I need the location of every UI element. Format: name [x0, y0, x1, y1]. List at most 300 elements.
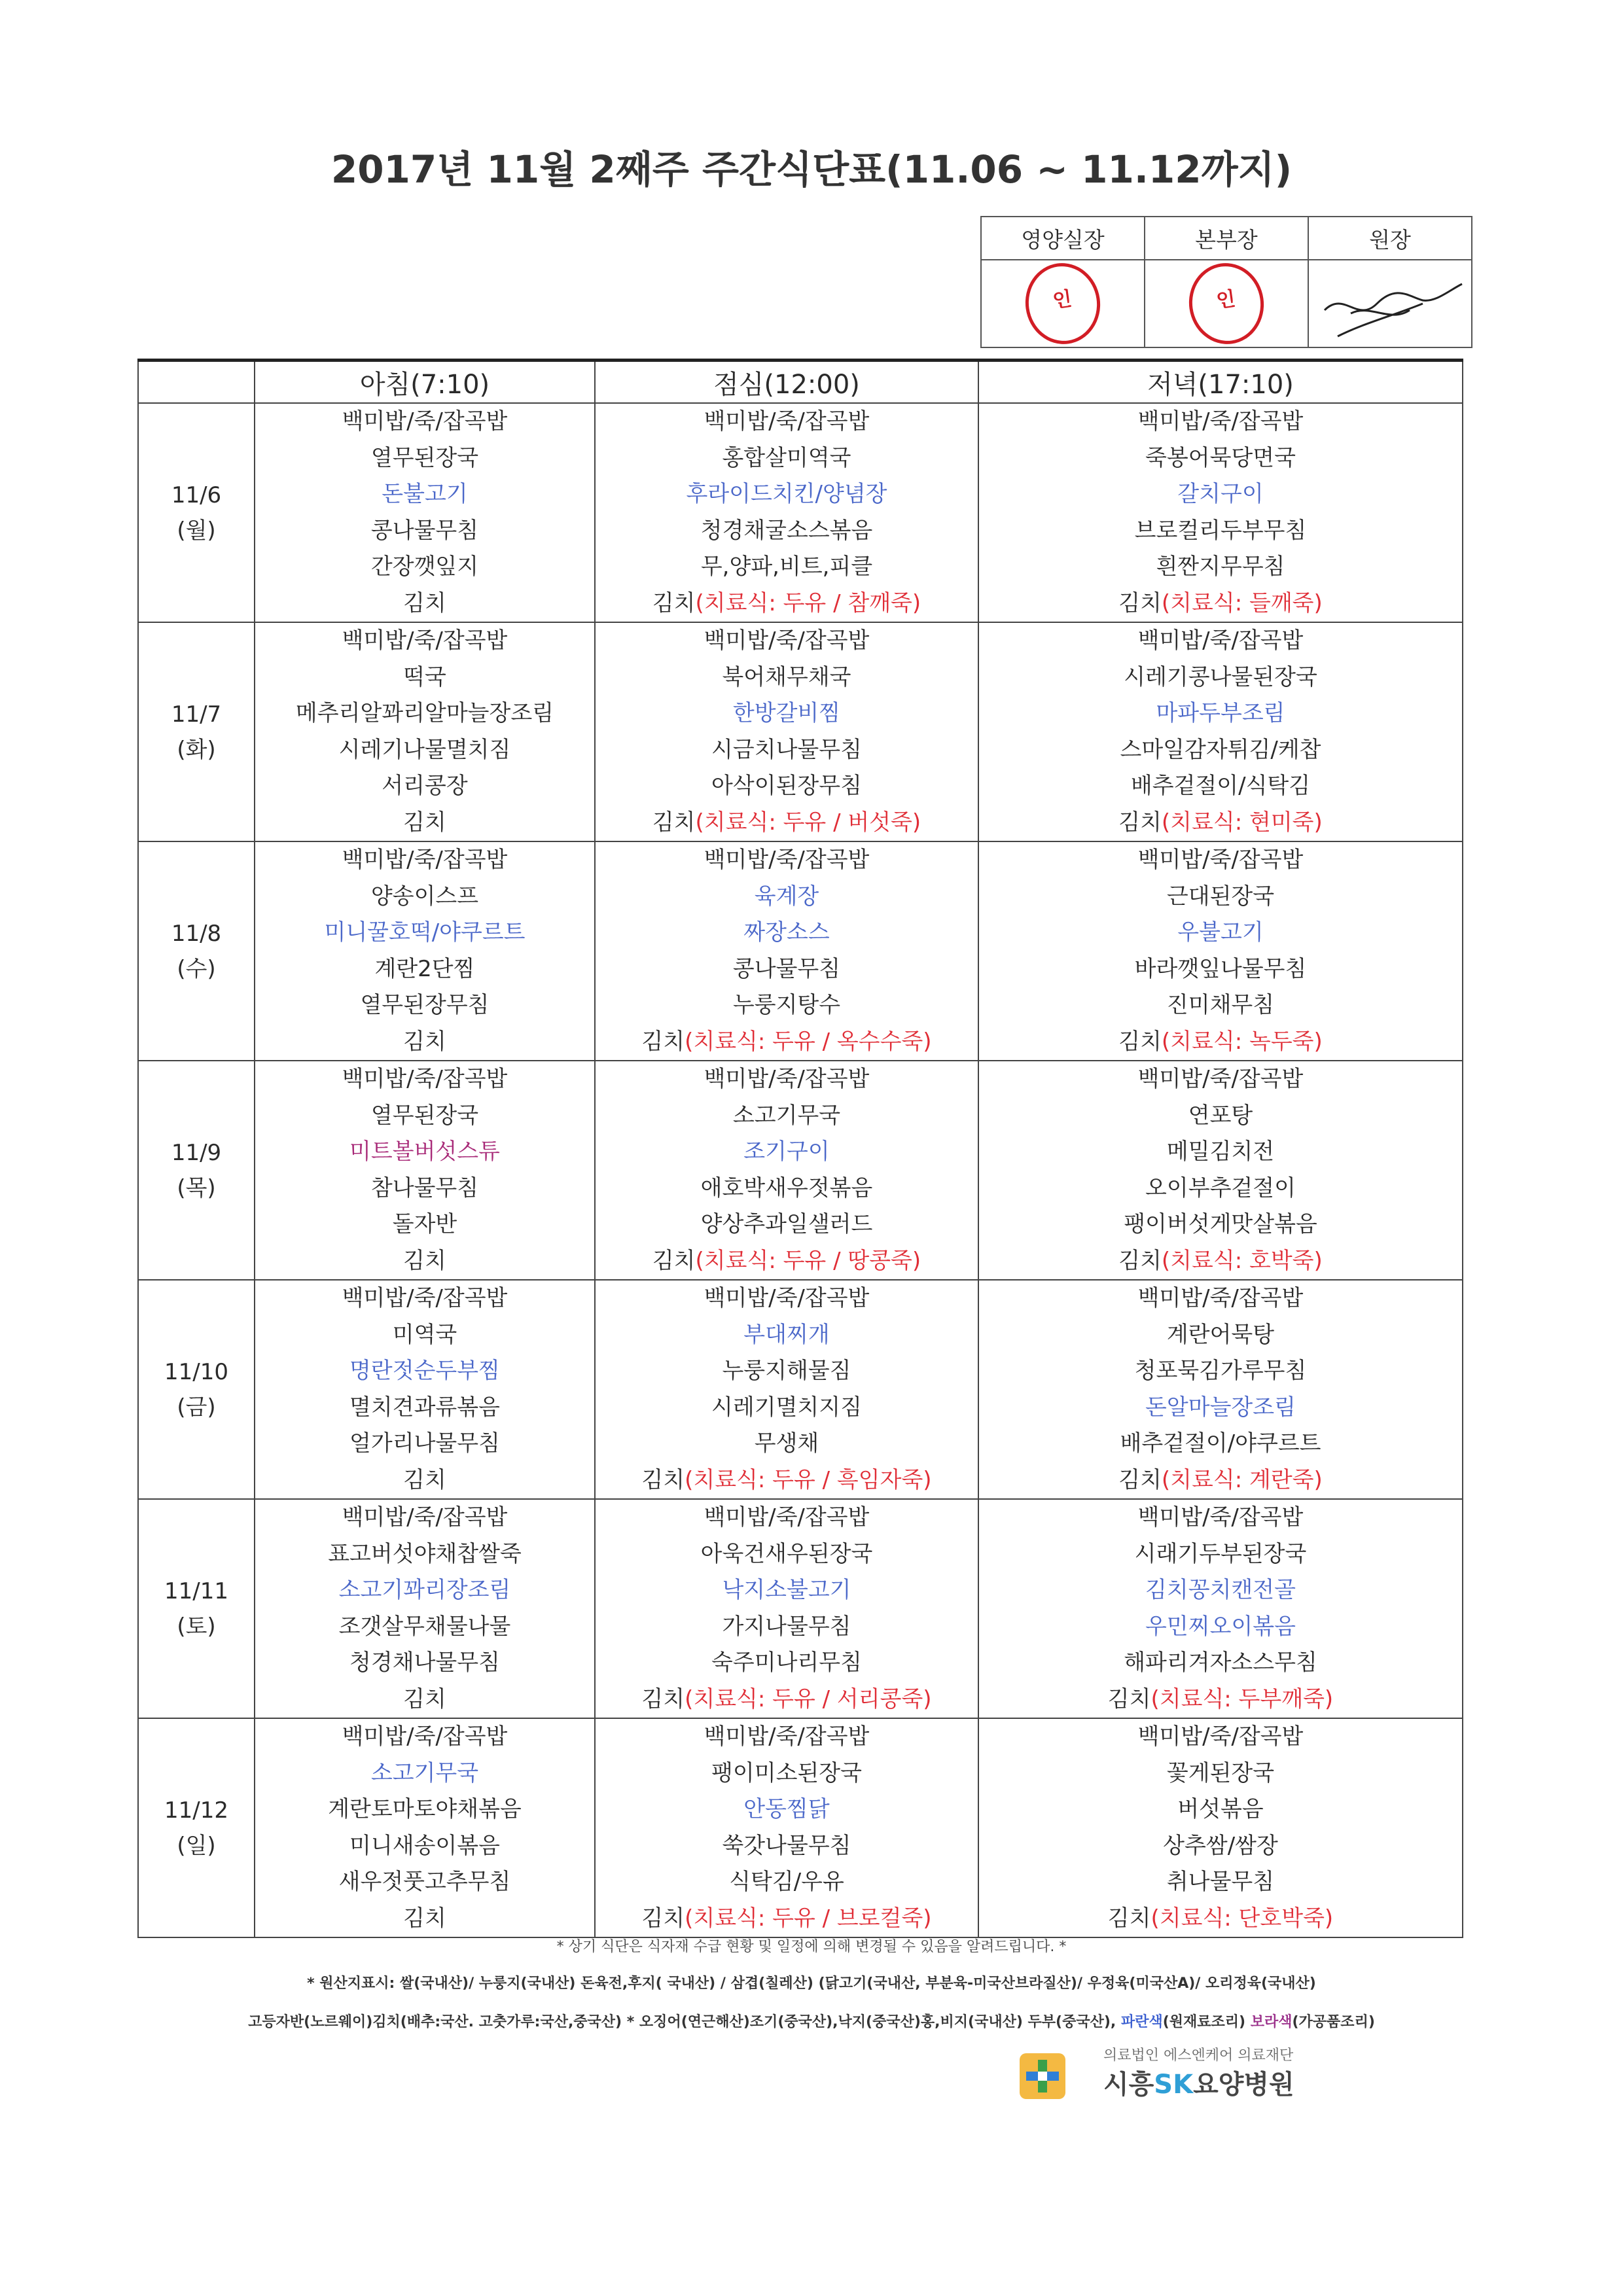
dinner-cell — [978, 1718, 1463, 1937]
origin-info-line-1: * 원산지표시: 쌀(국내산)/ 누룽지(국내산) 돈육전,후지( 국내산) / 삼겹(칠레산) (닭고기(국내산, 부분육-미국산브라질산)/ 우정육(미국산A)/ 오리정육(국내산) — [307, 1975, 1316, 1992]
menu-item-name: 김치 — [1118, 1466, 1162, 1493]
menu-item-name: 시레기콩나물된장국 — [1124, 663, 1317, 690]
therapeutic-diet-note: (치료식: 호박죽) — [1161, 1247, 1323, 1274]
menu-item — [255, 1500, 594, 1536]
menu-item-name: 식탁김/우유 — [729, 1869, 844, 1895]
menu-item — [979, 987, 1462, 1024]
menu-item-name: 김치 — [641, 1028, 685, 1055]
menu-item-name: 북어채무채국 — [722, 663, 851, 690]
menu-item — [979, 404, 1462, 440]
menu-item-name: 미니새송이볶음 — [349, 1832, 500, 1859]
menu-item — [255, 696, 594, 732]
menu-item — [979, 768, 1462, 805]
menu-item — [255, 1864, 594, 1901]
menu-item — [596, 1317, 978, 1354]
menu-item-name: 우불고기 — [1177, 919, 1264, 945]
menu-item-name: 미역국 — [392, 1321, 457, 1348]
menu-item-name: 백미밥/죽/잡곡밥 — [1137, 1723, 1304, 1750]
menu-item — [979, 1280, 1462, 1317]
menu-item-name: 서리콩장 — [382, 773, 468, 799]
menu-item — [596, 1645, 978, 1682]
day-label-cell — [138, 1280, 255, 1499]
menu-item-name: 백미밥/죽/잡곡밥 — [1137, 1066, 1304, 1092]
menu-item — [596, 476, 978, 513]
menu-item — [255, 1901, 594, 1937]
menu-item-name: 팽이버섯게맛살볶음 — [1124, 1211, 1317, 1237]
menu-item — [979, 1171, 1462, 1207]
therapeutic-diet-note: (치료식: 두유 / 서리콩죽) — [685, 1686, 932, 1712]
menu-item-name: 조갯살무채물나물 — [338, 1613, 511, 1640]
menu-item — [255, 1390, 594, 1426]
menu-item — [596, 1207, 978, 1243]
menu-item-name: 백미밥/죽/잡곡밥 — [704, 627, 870, 654]
menu-item-name: 새우젓풋고추무침 — [338, 1869, 511, 1895]
menu-item-name: 김치 — [652, 590, 696, 616]
menu-change-notice: * 상기 식단은 식자재 수급 현황 및 일정에 의해 변경될 수 있음을 알려드립니다. * — [556, 1939, 1067, 1955]
menu-item — [596, 1572, 978, 1609]
menu-item-name: 떡국 — [403, 663, 446, 690]
therapeutic-diet-note: (치료식: 들깨죽) — [1161, 590, 1323, 616]
menu-item — [596, 1426, 978, 1462]
menu-item-name: 메밀김치전 — [1166, 1139, 1275, 1165]
menu-item — [255, 1609, 594, 1646]
menu-item — [596, 549, 978, 586]
menu-item-name: 무,양파,비트,피클 — [700, 554, 873, 580]
menu-item-name: 오이부추겉절이 — [1145, 1174, 1296, 1201]
menu-item — [979, 586, 1462, 622]
therapeutic-diet-note: (치료식: 두부깨죽) — [1150, 1686, 1334, 1712]
menu-item — [979, 879, 1462, 915]
day-date: 11/8 — [171, 920, 222, 947]
menu-item-name: 김치 — [403, 1028, 446, 1055]
menu-item-name: 백미밥/죽/잡곡밥 — [1137, 1504, 1304, 1530]
menu-item — [596, 586, 978, 622]
menu-item — [596, 1353, 978, 1390]
menu-item-name: 누룽지해물짐 — [722, 1358, 851, 1384]
menu-item-name: 부대찌개 — [743, 1321, 830, 1348]
menu-item — [596, 660, 978, 696]
menu-item-name: 계란2단찜 — [374, 955, 475, 982]
approval-signature-cell — [1308, 260, 1472, 347]
menu-item — [255, 805, 594, 841]
menu-item-name: 돈불고기 — [382, 481, 468, 507]
legend-purple-desc: (가공품조리) — [1292, 2014, 1375, 2030]
menu-item — [979, 1901, 1462, 1937]
menu-item — [255, 1536, 594, 1573]
menu-item-name: 아삭이된장무침 — [711, 773, 862, 799]
dinner-cell — [978, 622, 1463, 841]
menu-item-name: 시레기나물멸치짐 — [338, 736, 511, 763]
day-date: 11/12 — [164, 1797, 228, 1824]
legend-blue-desc: (원재료조리) — [1162, 2014, 1251, 2030]
hospital-name-a: 시흥 — [1103, 2070, 1154, 2100]
menu-item — [979, 476, 1462, 513]
menu-item — [255, 915, 594, 951]
hospital-foundation-name: 의료법인 에스엔케어 의료재단 — [1103, 2047, 1294, 2064]
menu-item — [979, 513, 1462, 550]
menu-item — [596, 951, 978, 988]
corner-header — [138, 361, 255, 404]
menu-item — [255, 879, 594, 915]
menu-item-name: 김치 — [403, 1905, 446, 1932]
menu-item-name: 열무된장국 — [370, 1102, 479, 1129]
menu-item — [596, 842, 978, 879]
origin-text: 고등자반(노르웨이)김치(배추:국산. 고춧가루:국산,중국산) * 오징어(연근해산)조기(중국산),낙지(중국산)홍,비지(국내산) 두부(중국산), — [248, 2014, 1121, 2030]
day-date: 11/9 — [171, 1139, 222, 1166]
menu-item-name: 버섯볶음 — [1177, 1796, 1264, 1822]
menu-item — [255, 1682, 594, 1718]
menu-item-name: 돌자반 — [392, 1211, 457, 1237]
menu-item-name: 김치 — [1107, 1686, 1151, 1712]
day-label-cell — [138, 1061, 255, 1280]
menu-item-name: 후라이드치킨/양념장 — [686, 481, 887, 507]
menu-item-name: 갈치구이 — [1177, 481, 1264, 507]
menu-item — [255, 768, 594, 805]
menu-item-name: 백미밥/죽/잡곡밥 — [704, 847, 870, 873]
day-label-cell — [138, 622, 255, 841]
menu-item-name: 브로컬리두부무침 — [1134, 517, 1307, 544]
menu-item — [979, 1828, 1462, 1865]
breakfast-cell — [255, 622, 595, 841]
approval-header-nutrition: 영양실장 — [981, 217, 1145, 260]
day-label-cell — [138, 841, 255, 1061]
menu-item-name: 청포묵김가루무침 — [1134, 1358, 1307, 1384]
menu-item-name: 명란젓순두부찜 — [349, 1358, 500, 1384]
breakfast-cell — [255, 841, 595, 1061]
menu-item — [979, 549, 1462, 586]
dinner-cell — [978, 1061, 1463, 1280]
menu-item — [255, 660, 594, 696]
menu-item-name: 김치 — [1118, 590, 1162, 616]
menu-item — [596, 915, 978, 951]
menu-item — [596, 1390, 978, 1426]
menu-item — [979, 1719, 1462, 1756]
menu-item — [255, 513, 594, 550]
dinner-cell — [978, 403, 1463, 622]
breakfast-cell — [255, 1499, 595, 1718]
therapeutic-diet-note: (치료식: 두유 / 참깨죽) — [695, 590, 921, 616]
menu-item — [979, 660, 1462, 696]
menu-item — [979, 1243, 1462, 1280]
menu-item-name: 돈알마늘장조림 — [1145, 1394, 1296, 1421]
menu-item — [979, 842, 1462, 879]
menu-item-name: 무생채 — [754, 1430, 819, 1457]
day-weekday: (일) — [177, 1832, 216, 1859]
lunch-cell — [595, 1718, 978, 1937]
menu-item — [979, 1792, 1462, 1828]
menu-item — [979, 1390, 1462, 1426]
menu-item-name: 조기구이 — [743, 1139, 830, 1165]
menu-item — [255, 476, 594, 513]
menu-item — [255, 1171, 594, 1207]
menu-item-name: 백미밥/죽/잡곡밥 — [1137, 847, 1304, 873]
menu-item — [979, 915, 1462, 951]
menu-item — [596, 1024, 978, 1061]
menu-item-name: 계란토마토야채볶음 — [328, 1796, 522, 1822]
menu-item — [979, 1207, 1462, 1243]
menu-item-name: 육계장 — [754, 883, 819, 910]
page-title: 2017년 11월 2째주 주간식단표(11.06 ~ 11.12까지) — [330, 147, 1293, 192]
breakfast-cell — [255, 1280, 595, 1499]
therapeutic-diet-note: (치료식: 녹두죽) — [1161, 1028, 1323, 1055]
menu-item — [596, 1609, 978, 1646]
menu-item — [596, 879, 978, 915]
therapeutic-diet-note: (치료식: 두유 / 흑임자죽) — [685, 1466, 932, 1493]
menu-item-name: 근대된장국 — [1166, 883, 1275, 910]
approval-stamp-cell-2 — [1145, 260, 1308, 347]
menu-item — [979, 805, 1462, 841]
menu-item — [979, 1682, 1462, 1718]
menu-item — [596, 1462, 978, 1499]
day-row — [138, 841, 1463, 1061]
menu-item-name: 아욱건새우된장국 — [700, 1540, 873, 1567]
lunch-cell — [595, 841, 978, 1061]
hospital-name-sk: SK — [1154, 2070, 1194, 2100]
menu-item — [979, 1098, 1462, 1135]
menu-item — [255, 1353, 594, 1390]
day-date: 11/10 — [164, 1358, 228, 1385]
menu-item-name: 간장깻잎지 — [370, 554, 479, 580]
menu-item-name: 참나물무침 — [370, 1174, 479, 1201]
menu-item-name: 바라깻잎나물무침 — [1134, 955, 1307, 982]
lunch-cell — [595, 622, 978, 841]
menu-item — [979, 440, 1462, 477]
breakfast-cell — [255, 1061, 595, 1280]
menu-item — [979, 1536, 1462, 1573]
menu-item — [979, 696, 1462, 732]
menu-item-name: 김치 — [641, 1905, 685, 1932]
menu-item — [255, 1426, 594, 1462]
lunch-cell — [595, 403, 978, 622]
menu-item-name: 청경채나물무침 — [349, 1650, 500, 1676]
hospital-name — [1103, 2064, 1294, 2101]
approval-header-head: 원장 — [1308, 217, 1472, 260]
therapeutic-diet-note: (치료식: 계란죽) — [1161, 1466, 1323, 1493]
day-date: 11/11 — [164, 1578, 228, 1604]
menu-item-name: 백미밥/죽/잡곡밥 — [342, 1066, 508, 1092]
menu-item — [596, 1171, 978, 1207]
menu-item-name: 메추리알꽈리알마늘장조림 — [295, 700, 554, 726]
menu-item — [255, 623, 594, 660]
approval-stamp-cell-1 — [981, 260, 1145, 347]
menu-item — [596, 1280, 978, 1317]
day-row — [138, 403, 1463, 622]
menu-item — [255, 1462, 594, 1499]
menu-item-name: 백미밥/죽/잡곡밥 — [704, 1504, 870, 1530]
menu-item-name: 백미밥/죽/잡곡밥 — [1137, 627, 1304, 654]
hospital-name-b: 요양병원 — [1193, 2070, 1294, 2100]
menu-item — [255, 404, 594, 440]
menu-item — [255, 842, 594, 879]
menu-item-name: 김치 — [652, 809, 696, 836]
day-date: 11/6 — [171, 482, 222, 508]
header-breakfast: 아침(7:10) — [255, 361, 595, 404]
menu-item — [979, 1645, 1462, 1682]
dinner-cell — [978, 1499, 1463, 1718]
menu-item-name: 백미밥/죽/잡곡밥 — [342, 408, 508, 434]
menu-item — [979, 1024, 1462, 1061]
menu-item-name: 안동찜닭 — [743, 1796, 830, 1822]
menu-item — [979, 951, 1462, 988]
menu-item-name: 백미밥/죽/잡곡밥 — [342, 1723, 508, 1750]
menu-item — [255, 732, 594, 769]
day-weekday: (토) — [177, 1613, 216, 1640]
menu-item — [255, 1572, 594, 1609]
breakfast-cell — [255, 1718, 595, 1937]
menu-item-name: 양송이스프 — [370, 883, 479, 910]
menu-item — [596, 1243, 978, 1280]
menu-item-name: 백미밥/죽/잡곡밥 — [342, 1285, 508, 1311]
dinner-cell — [978, 841, 1463, 1061]
menu-item-name: 열무된장무침 — [360, 992, 490, 1018]
menu-item-name: 흰짠지무무침 — [1156, 554, 1285, 580]
menu-item-name: 상추쌈/쌈장 — [1163, 1832, 1278, 1859]
day-weekday: (수) — [177, 955, 216, 982]
hospital-logo-icon — [1018, 2052, 1067, 2100]
day-label-cell — [138, 1499, 255, 1718]
legend-blue: 파란색 — [1120, 2014, 1163, 2030]
red-seal-stamp: 인 — [1184, 258, 1269, 349]
menu-item-name: 숙주미나리무침 — [711, 1650, 862, 1676]
menu-item — [596, 768, 978, 805]
menu-item-name: 시금치나물무침 — [711, 736, 862, 763]
menu-item-name: 백미밥/죽/잡곡밥 — [704, 408, 870, 434]
menu-item — [255, 1317, 594, 1354]
menu-item — [979, 1572, 1462, 1609]
menu-item — [596, 805, 978, 841]
menu-item — [979, 1500, 1462, 1536]
therapeutic-diet-note: (치료식: 두유 / 옥수수죽) — [685, 1028, 932, 1055]
day-weekday: (금) — [177, 1394, 216, 1421]
menu-item-name: 계란어묵탕 — [1166, 1321, 1275, 1348]
menu-item-name: 연포탕 — [1188, 1102, 1253, 1129]
menu-item — [596, 987, 978, 1024]
menu-item — [255, 1280, 594, 1317]
lunch-cell — [595, 1499, 978, 1718]
menu-item-name: 김치꽁치캔전골 — [1145, 1577, 1296, 1603]
legend-purple: 보라색 — [1250, 2014, 1293, 2030]
menu-item — [979, 1061, 1462, 1098]
menu-item-name: 김치 — [1118, 1247, 1162, 1274]
menu-item — [979, 732, 1462, 769]
menu-item — [596, 404, 978, 440]
day-date: 11/7 — [171, 701, 222, 728]
day-row — [138, 1061, 1463, 1280]
menu-item-name: 소고기무국 — [732, 1102, 841, 1129]
day-row — [138, 622, 1463, 841]
menu-item — [255, 951, 594, 988]
menu-item-name: 김치 — [652, 1247, 696, 1274]
menu-item — [255, 1134, 594, 1171]
menu-item-name: 김치 — [403, 590, 446, 616]
menu-item-name: 김치 — [1107, 1905, 1151, 1932]
day-weekday: (화) — [177, 736, 216, 763]
day-row — [138, 1280, 1463, 1499]
menu-item — [255, 549, 594, 586]
menu-item — [255, 987, 594, 1024]
menu-item — [596, 1134, 978, 1171]
menu-item — [979, 1426, 1462, 1462]
menu-item-name: 누룽지탕수 — [732, 992, 841, 1018]
menu-item-name: 김치 — [403, 1686, 446, 1712]
therapeutic-diet-note: (치료식: 단호박죽) — [1150, 1905, 1334, 1932]
menu-item — [596, 440, 978, 477]
menu-item — [979, 1756, 1462, 1792]
menu-item — [596, 1828, 978, 1865]
menu-item-name: 팽이미소된장국 — [711, 1759, 862, 1786]
therapeutic-diet-note: (치료식: 두유 / 버섯죽) — [695, 809, 921, 836]
menu-item — [255, 1719, 594, 1756]
menu-item-name: 표고버섯야채찹쌀죽 — [328, 1540, 522, 1567]
menu-item-name: 백미밥/죽/잡곡밥 — [1137, 1285, 1304, 1311]
day-row — [138, 1499, 1463, 1718]
menu-item — [255, 440, 594, 477]
menu-item-name: 김치 — [641, 1686, 685, 1712]
menu-item — [596, 1536, 978, 1573]
menu-item — [979, 1317, 1462, 1354]
red-seal-stamp: 인 — [1020, 258, 1105, 349]
menu-item — [596, 513, 978, 550]
menu-item-name: 김치 — [403, 1466, 446, 1493]
menu-item — [979, 1462, 1462, 1499]
menu-item-name: 소고기무국 — [370, 1759, 479, 1786]
menu-item — [596, 1756, 978, 1792]
menu-item — [596, 1864, 978, 1901]
menu-item-name: 죽봉어묵당면국 — [1145, 444, 1296, 471]
breakfast-cell — [255, 403, 595, 622]
menu-item-name: 김치 — [403, 809, 446, 836]
day-row — [138, 1718, 1463, 1937]
menu-item-name: 가지나물무침 — [722, 1613, 851, 1640]
menu-item-name: 양상추과일샐러드 — [700, 1211, 873, 1237]
signature-icon — [1311, 264, 1469, 343]
lunch-cell — [595, 1280, 978, 1499]
menu-item-name: 취나물무침 — [1166, 1869, 1275, 1895]
menu-item-name: 콩나물무침 — [370, 517, 479, 544]
menu-item-name: 얼가리나물무침 — [349, 1430, 500, 1457]
menu-item — [596, 696, 978, 732]
approval-box — [980, 216, 1472, 348]
menu-item — [596, 1682, 978, 1718]
menu-item — [596, 1901, 978, 1937]
menu-item-name: 한방갈비찜 — [732, 700, 841, 726]
menu-item-name: 배추겉절이/야쿠르트 — [1120, 1430, 1321, 1457]
menu-item-name: 시레기멸치지짐 — [711, 1394, 862, 1421]
menu-item-name: 꽃게된장국 — [1166, 1759, 1275, 1786]
menu-item-name: 스마일감자튀김/케찹 — [1120, 736, 1321, 763]
menu-item-name: 김치 — [1118, 1028, 1162, 1055]
menu-item-name: 백미밥/죽/잡곡밥 — [342, 627, 508, 654]
menu-item-name: 열무된장국 — [370, 444, 479, 471]
menu-item — [979, 1134, 1462, 1171]
menu-item-name: 짜장소스 — [743, 919, 830, 945]
menu-item — [596, 1098, 978, 1135]
menu-item — [596, 1792, 978, 1828]
therapeutic-diet-note: (치료식: 두유 / 브로컬죽) — [685, 1905, 932, 1932]
menu-item — [255, 1098, 594, 1135]
menu-item — [979, 1353, 1462, 1390]
menu-item-name: 멸치견과류볶음 — [349, 1394, 500, 1421]
menu-item-name: 백미밥/죽/잡곡밥 — [704, 1066, 870, 1092]
menu-item-name: 홍합살미역국 — [722, 444, 851, 471]
therapeutic-diet-note: (치료식: 두유 / 땅콩죽) — [695, 1247, 921, 1274]
menu-item — [255, 1243, 594, 1280]
menu-item — [255, 586, 594, 622]
menu-item-name: 쑥갓나물무침 — [722, 1832, 851, 1859]
menu-item-name: 백미밥/죽/잡곡밥 — [704, 1723, 870, 1750]
menu-item — [255, 1061, 594, 1098]
menu-item — [596, 1500, 978, 1536]
